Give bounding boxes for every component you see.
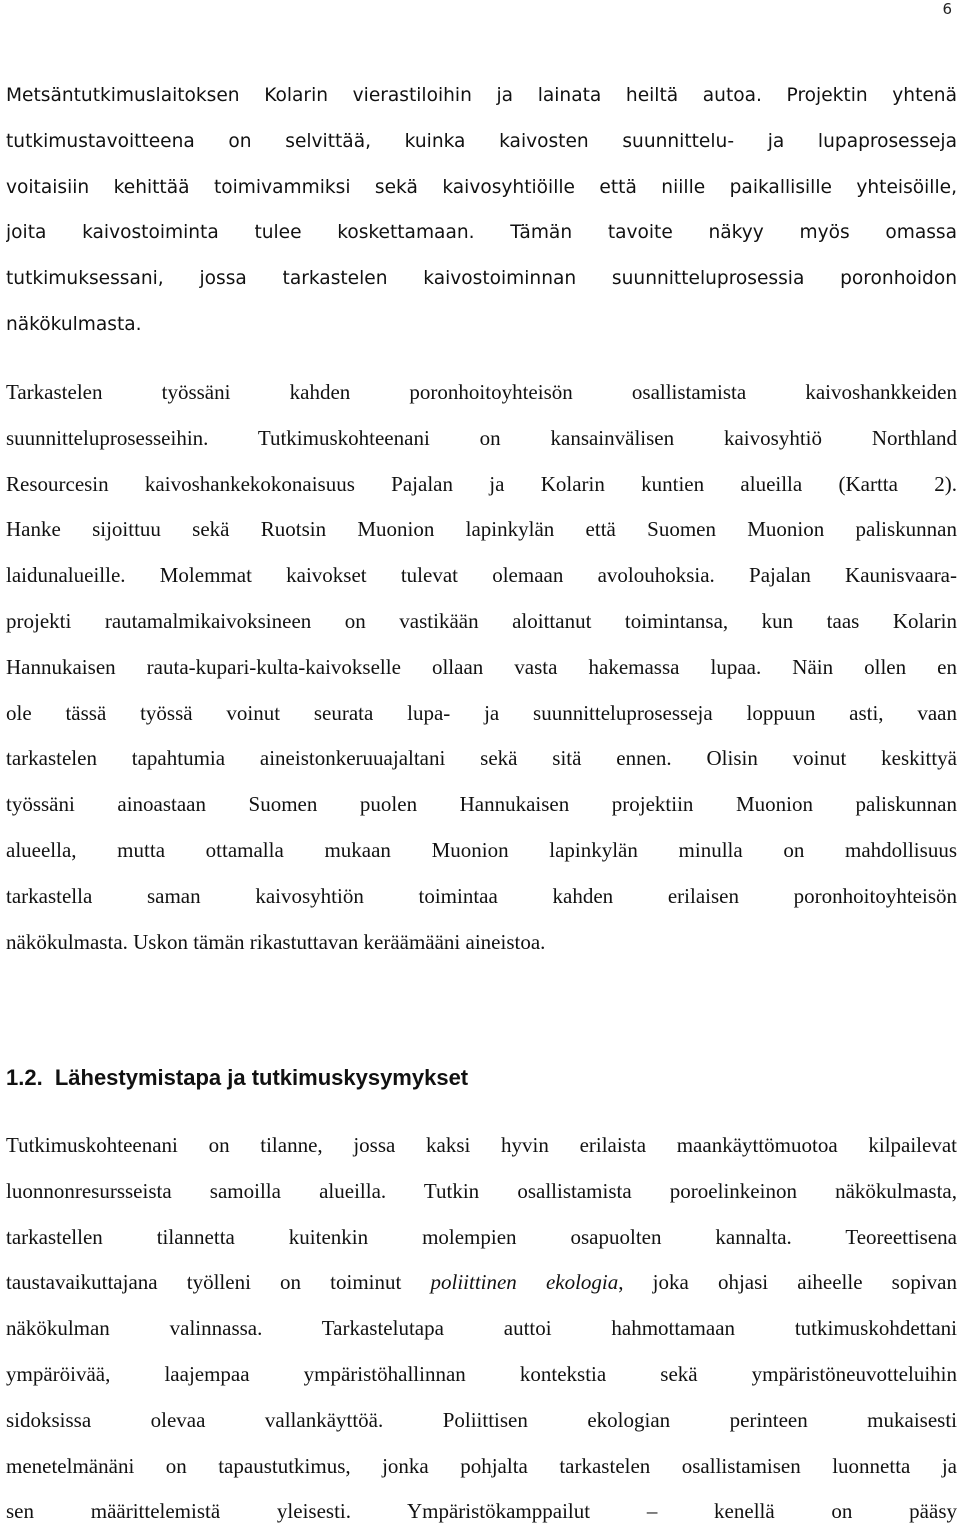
section-number: 1.2. (6, 1065, 43, 1090)
paragraph-line: näkökulmasta. (6, 313, 142, 335)
paragraph-line: tutkimustavoitteena on selvittää, kuinka kaivosten suunnittelu- ja lupaprosesseja (6, 130, 957, 152)
paragraph-line: Hannukaisen rauta-kupari-kulta-kaivokselle ollaan vasta hakemassa lupaa. Näin ollen en (6, 654, 957, 679)
paragraph-line: alueella, mutta ottamalla mukaan Muonion lapinkylän minulla on mahdollisuus (6, 837, 957, 862)
page-number: 6 (942, 0, 952, 18)
paragraph-line: projekti rautamalmikaivoksineen on vastikään aloittanut toimintansa, kun taas Kolarin (6, 608, 957, 633)
section-title: Lähestymistapa ja tutkimuskysymykset (54, 1065, 469, 1090)
text-segment: taustavaikuttajana työlleni on toiminut (6, 1270, 431, 1295)
paragraph-line: Tarkastelen työssäni kahden poronhoitoyhteisön osallistamista kaivoshankkeiden (6, 380, 957, 404)
text-segment: , joka ohjasi aiheelle sopivan (618, 1270, 957, 1295)
paragraph-line: ympäröivää, laajempaa ympäristöhallinnan kontekstia sekä ympäristöneuvotteluihin (6, 1361, 957, 1386)
italic-term: poliittinen ekologia (430, 1270, 619, 1295)
paragraph-line: luonnonresursseista samoilla alueilla. Tutkin osallistamista poroelinkeinon näkökulmasta, (6, 1178, 957, 1203)
paragraph-line: Resourcesin kaivoshankekokonaisuus Pajalan ja Kolarin kuntien alueilla (Kartta 2). (6, 471, 957, 496)
paragraph-line: näkökulmasta. Uskon tämän rikastuttavan keräämääni aineistoa. (6, 929, 546, 954)
paragraph-line: suunnitteluprosesseihin. Tutkimuskohteenani on kansainvälisen kaivosyhtiö Northland (6, 425, 957, 450)
paragraph-line: Hanke sijoittuu sekä Ruotsin Muonion lapinkylän että Suomen Muonion paliskunnan (6, 517, 957, 542)
paragraph-line: laidunalueille. Molemmat kaivokset tulevat olemaan avolouhoksia. Pajalan Kaunisvaara- (6, 563, 957, 588)
paragraph-line (6, 1260, 957, 1306)
paragraph-line: Metsäntutkimuslaitoksen Kolarin vierastiloihin ja lainata heiltä autoa. Projektin yhtenä (6, 85, 957, 106)
paragraph-line: työssäni ainoastaan Suomen puolen Hannukaisen projektiin Muonion paliskunnan (6, 792, 957, 817)
paragraph-line: voitaisiin kehittää toimivammiksi sekä kaivosyhtiöille että niille paikallisille yhteisöille, (6, 176, 957, 198)
paragraph-line: ole tässä työssä voinut seurata lupa- ja suunnitteluprosesseja loppuun asti, vaan (6, 700, 957, 725)
paragraph-2 (6, 370, 957, 965)
paragraph-line: tarkastella saman kaivosyhtiön toimintaa kahden erilaisen poronhoitoyhteisön (6, 883, 957, 908)
paragraph-line: tarkastelen tapahtumia aineistonkeruuajaltani sekä sitä ennen. Olisin voinut keskittyä (6, 746, 957, 771)
paragraph-line: menetelmänäni on tapaustutkimus, jonka pohjalta tarkastelen osallistamisen luonnetta ja (6, 1453, 957, 1478)
section-heading (6, 1060, 468, 1096)
paragraph-1 (6, 73, 957, 348)
paragraph-3 (6, 1123, 957, 1535)
paragraph-line: sen määrittelemistä yleisesti. Ympäristökamppailut – kenellä on pääsy (6, 1499, 957, 1524)
paragraph-line: sidoksissa olevaa vallankäyttöä. Poliittisen ekologian perinteen mukaisesti (6, 1407, 957, 1432)
paragraph-line: tutkimuksessani, jossa tarkastelen kaivostoiminnan suunnitteluprosessia poronhoidon (6, 268, 957, 290)
paragraph-line: näkökulman valinnassa. Tarkastelutapa auttoi hahmottamaan tutkimuskohdettani (6, 1316, 957, 1341)
paragraph-line: tarkastellen tilannetta kuitenkin molempien osapuolten kannalta. Teoreettisena (6, 1224, 957, 1249)
paragraph-line: joita kaivostoiminta tulee koskettamaan. Tämän tavoite näkyy myös omassa (6, 222, 957, 244)
paragraph-line: Tutkimuskohteenani on tilanne, jossa kaksi hyvin erilaista maankäyttömuotoa kilpailevat (6, 1133, 957, 1157)
